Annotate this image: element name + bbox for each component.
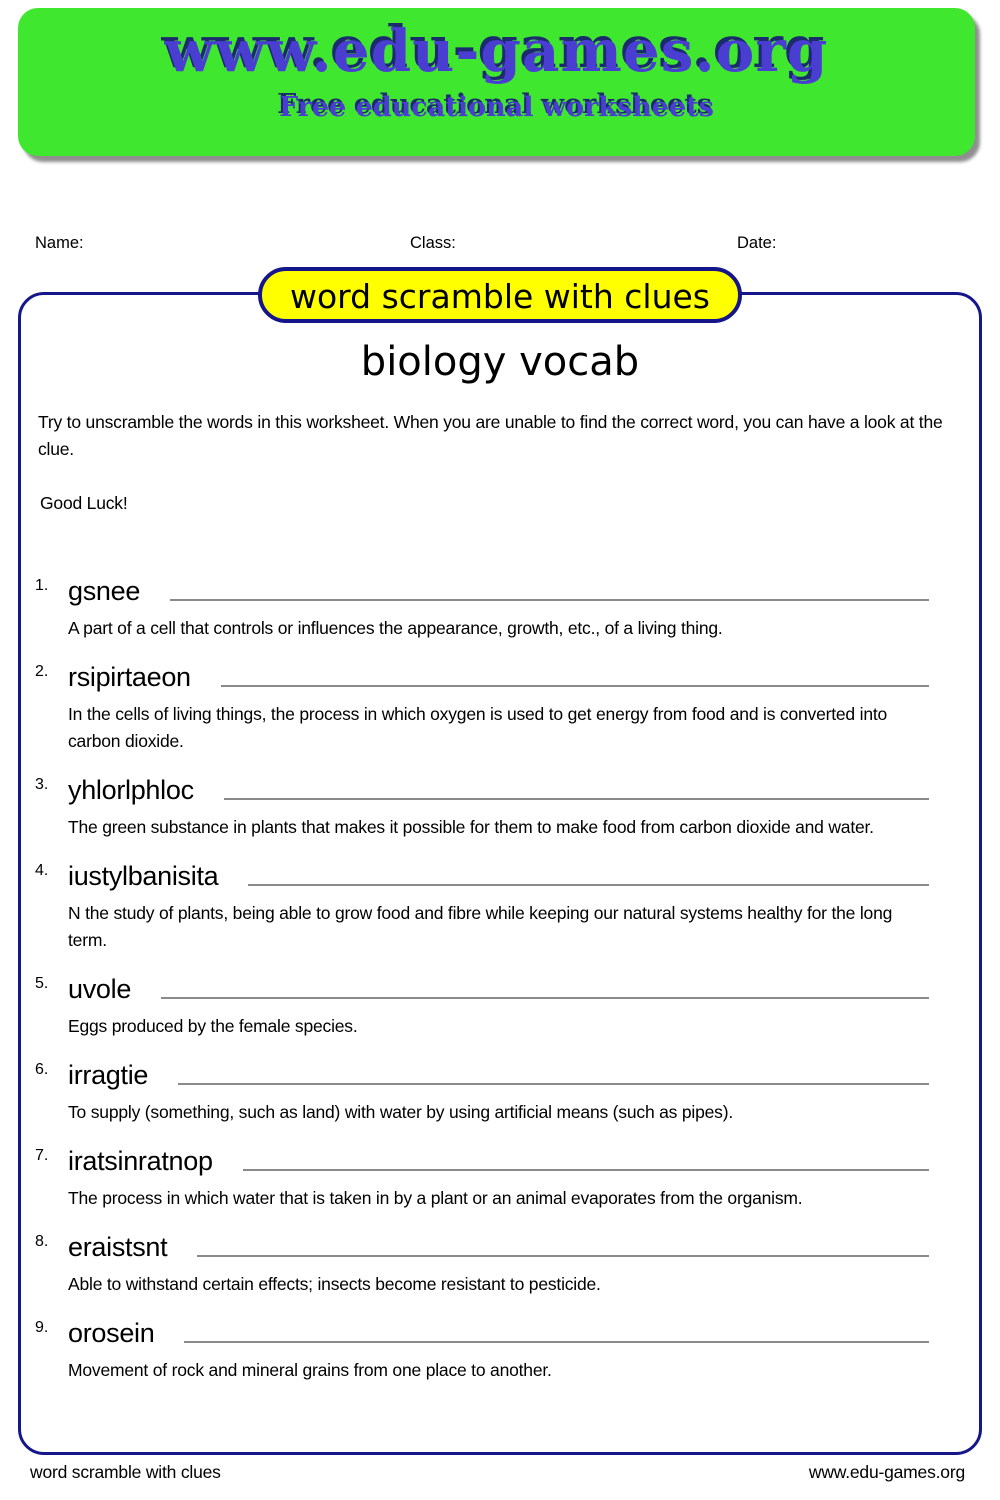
worksheet-type-badge: word scramble with clues — [258, 267, 742, 323]
good-luck-text: Good Luck! — [40, 493, 128, 513]
answer-line — [243, 1169, 929, 1171]
item-number: 9. — [35, 1319, 49, 1336]
site-banner — [18, 8, 975, 156]
scramble-item — [35, 1060, 929, 1126]
student-fields-row — [0, 234, 1000, 254]
date-label: Date: — [737, 234, 777, 252]
answer-line — [178, 1083, 929, 1085]
scramble-item-row — [35, 662, 929, 692]
answer-line — [224, 798, 929, 800]
answer-line — [184, 1341, 929, 1343]
item-number: 1. — [35, 577, 49, 594]
item-number: 5. — [35, 975, 49, 992]
answer-line — [161, 997, 929, 999]
scrambled-word: uvole — [68, 974, 132, 1004]
scrambled-word: yhlorlphloc — [68, 775, 194, 805]
site-tagline: Free educational worksheets — [279, 92, 714, 123]
page-footer — [30, 1462, 965, 1483]
scramble-item — [35, 775, 929, 841]
clue-text: The process in which water that is taken in by a plant or an animal evaporates from the organism. — [68, 1188, 803, 1208]
scrambled-word: gsnee — [68, 576, 141, 606]
item-number: 3. — [35, 776, 49, 793]
answer-line — [170, 599, 929, 601]
scramble-item — [35, 1232, 929, 1298]
scrambled-word: irragtie — [68, 1060, 149, 1090]
scramble-item-row — [35, 861, 929, 891]
scramble-item — [35, 1318, 929, 1384]
scrambled-word: eraistsnt — [68, 1232, 168, 1262]
scramble-item-row — [35, 1060, 929, 1090]
footer-worksheet-name: word scramble with clues — [30, 1462, 221, 1482]
scramble-item — [35, 861, 929, 954]
scramble-item — [35, 1146, 929, 1212]
item-number: 4. — [35, 862, 49, 879]
scrambled-word: iustylbanisita — [68, 861, 219, 891]
item-number: 8. — [35, 1233, 49, 1250]
answer-line — [221, 685, 929, 687]
scramble-item — [35, 662, 929, 755]
scramble-item-row — [35, 775, 929, 805]
clue-text: N the study of plants, being able to grow food and fibre while keeping our natural systems healthy for the long term. — [68, 903, 893, 950]
clue-text: Eggs produced by the female species. — [68, 1016, 358, 1036]
answer-line — [248, 884, 929, 886]
scramble-item-row — [35, 576, 929, 606]
worksheet-box — [18, 277, 982, 1455]
clue-text: To supply (something, such as land) with water by using artificial means (such as pipes). — [68, 1102, 734, 1122]
instructions-text: Try to unscramble the words in this worksheet. When you are unable to find the correct word, you can have a look at the clue. — [38, 412, 943, 459]
site-title: www.edu-games.org — [164, 17, 829, 85]
scramble-item-row — [35, 974, 929, 1004]
scrambled-word: orosein — [68, 1318, 155, 1348]
scramble-item — [35, 974, 929, 1040]
footer-site-url: www.edu-games.org — [808, 1462, 965, 1482]
clue-text: The green substance in plants that makes it possible for them to make food from carbon dioxide and water. — [68, 817, 874, 837]
scrambled-word: iratsinratnop — [68, 1146, 213, 1176]
scramble-item-row — [35, 1232, 929, 1262]
name-label: Name: — [35, 234, 84, 252]
scramble-item-row — [35, 1318, 929, 1348]
item-number: 7. — [35, 1147, 49, 1164]
scramble-items-list — [21, 576, 979, 1384]
scramble-item-row — [35, 1146, 929, 1176]
item-number: 2. — [35, 663, 49, 680]
item-number: 6. — [35, 1061, 49, 1078]
scrambled-word: rsipirtaeon — [68, 662, 191, 692]
clue-text: In the cells of living things, the process in which oxygen is used to get energy from food and is converted into carbon dioxide. — [68, 704, 888, 751]
class-label: Class: — [410, 234, 456, 252]
answer-line — [197, 1255, 929, 1257]
scramble-item — [35, 576, 929, 642]
clue-text: Movement of rock and mineral grains from one place to another. — [68, 1360, 552, 1380]
clue-text: A part of a cell that controls or influences the appearance, growth, etc., of a living thing. — [68, 618, 723, 638]
worksheet-title: biology vocab — [360, 339, 640, 385]
clue-text: Able to withstand certain effects; insects become resistant to pesticide. — [68, 1274, 601, 1294]
